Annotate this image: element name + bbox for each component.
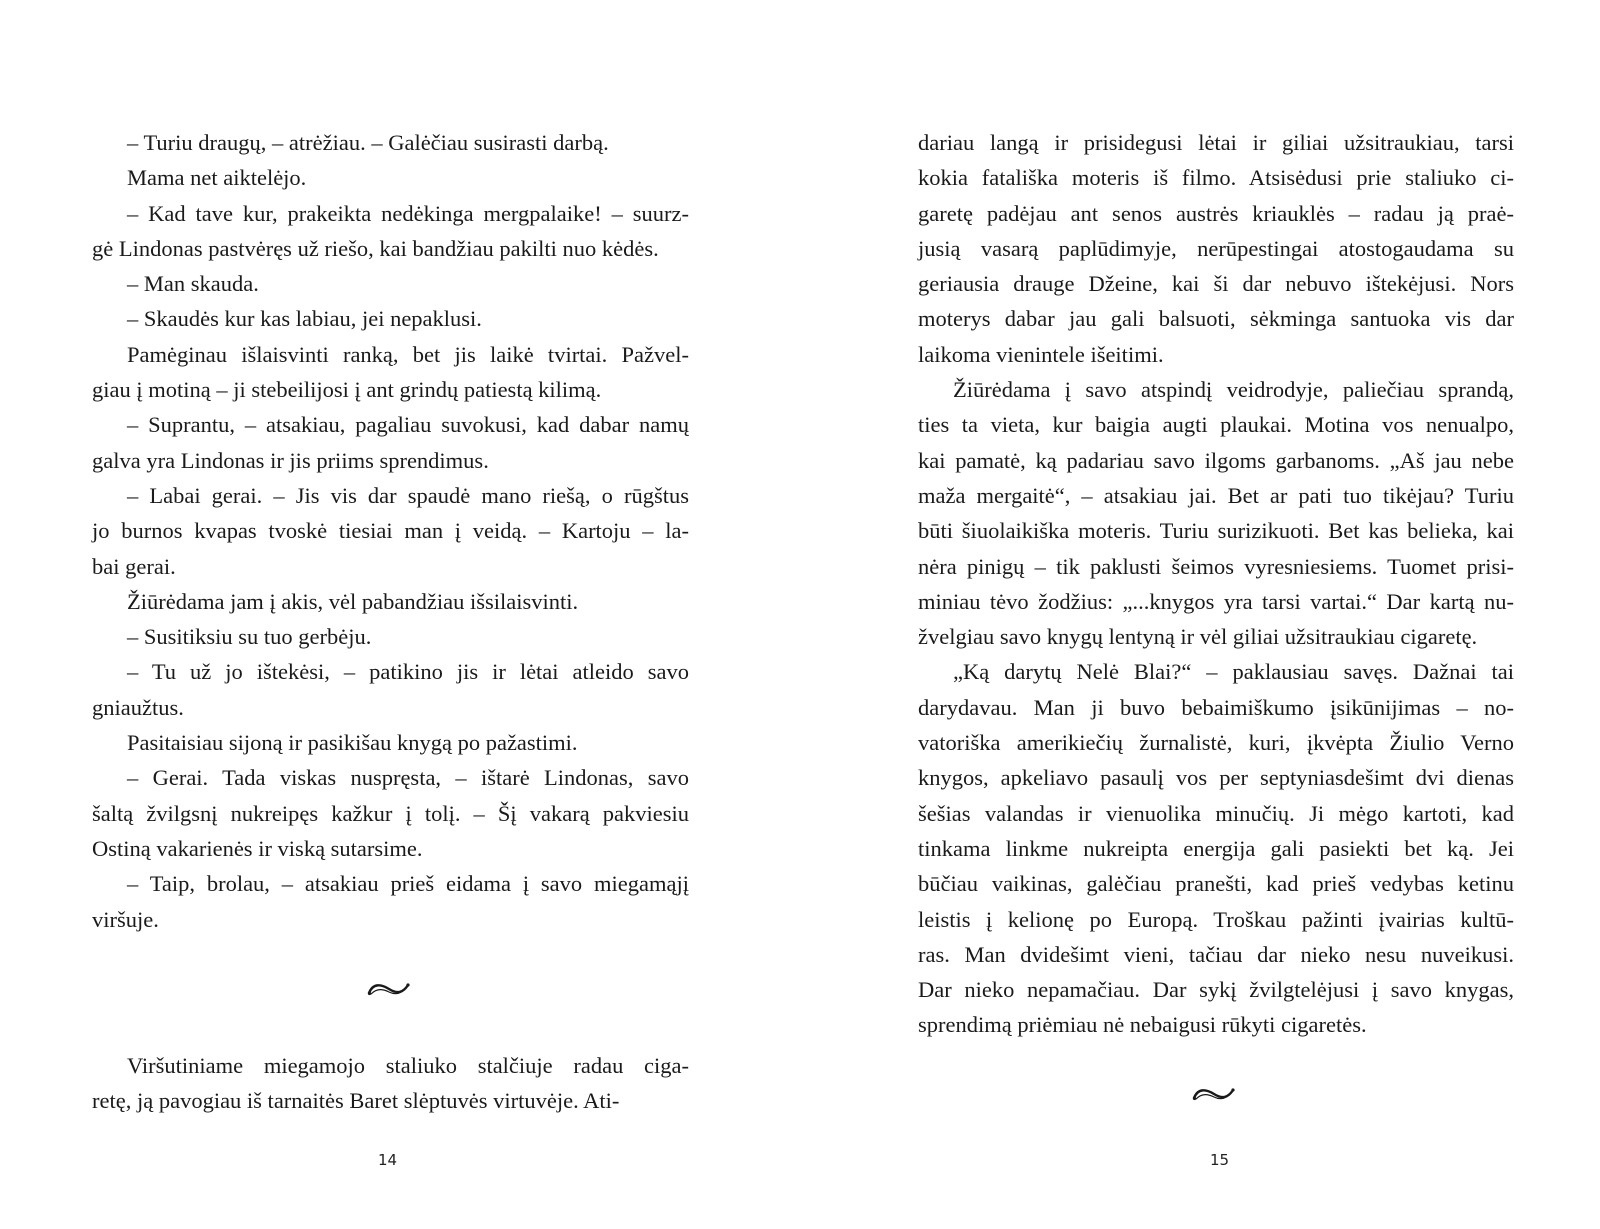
text-line: – Suprantu, – atsakiau, pagaliau suvokusi, kad dabar namų [127,412,689,438]
text-line: ties ta vieta, kur baigia augti plaukai. Motina vos nenualpo, [918,412,1514,438]
text-line: šešias valandas ir vienuolika minučių. Ji mėgo kartoti, kad [918,800,1514,826]
text-line: žvelgiau savo knygų lentyną ir vėl giliai užsitraukiau cigaretę. [918,624,1478,650]
tilde-ornament-icon [1192,1085,1236,1103]
paragraph [92,725,689,760]
text-line: ras. Man dvidešimt vieni, tačiau dar nieko nesu nuveikusi. [918,941,1514,967]
text-line: vatoriška amerikiečių žurnalistė, kuri, įkvėpta Žiulio Verno [918,730,1514,756]
text-line: jusią vasarą paplūdimyje, nerūpestingai atostogaudama su [918,235,1514,261]
right-page-body [918,125,1514,1043]
paragraph [918,372,1514,654]
text-line: maža mergaitė“, – atsakiau jai. Bet ar pati tuo tikėjau? Turiu [918,482,1514,508]
text-line: Žiūrėdama į savo atspindį veidrodyje, paliečiau sprandą, [953,377,1514,403]
text-line: Mama net aiktelėjo. [127,165,307,191]
paragraph [92,760,689,866]
text-line: moterys dabar jau gali balsuoti, sėkminga santuoka vis dar [918,306,1514,332]
text-line: jo burnos kvapas tvoskė tiesiai man į veidą. – Kartoju – la- [92,518,689,544]
paragraph [92,619,689,654]
paragraph [92,266,689,301]
paragraph [92,337,689,408]
text-line: „Ką darytų Nelė Blai?“ – paklausiau savęs. Dažnai tai [953,659,1514,685]
text-line: – Kad tave kur, prakeikta nedėkinga mergpalaike! – suurz- [127,200,689,226]
paragraph [92,301,689,336]
text-line: – Man skauda. [127,271,259,297]
text-line: – Taip, brolau, – atsakiau prieš eidama į savo miegamąjį [127,871,689,897]
page-number: 15 [1210,1151,1230,1169]
text-line: – Susitiksiu su tuo gerbėju. [127,624,372,650]
paragraph [918,125,1514,372]
tilde-ornament-icon [367,980,411,998]
text-line: bai gerai. [92,553,176,579]
text-line: Pasitaisiau sijoną ir pasikišau knygą po pažastimi. [127,730,578,756]
text-line: Pamėginau išlaisvinti ranką, bet jis laikė tvirtai. Pažvel- [127,341,689,367]
paragraph [92,654,689,725]
text-line: leistis į kelionę po Europą. Troškau pažinti įvairias kultū- [918,906,1514,932]
paragraph [92,196,689,267]
text-line: šaltą žvilgsnį nukreipęs kažkur į tolį. – Šį vakarą pakviesiu [92,800,689,826]
text-line: tinkama linkme nukreipta energija gali pasiekti bet ką. Jei [918,835,1514,861]
page-number: 14 [378,1151,398,1169]
text-line: gė Lindonas pastvėręs už riešo, kai bandžiau pakilti nuo kėdės. [92,235,659,261]
text-line: – Turiu draugų, – atrėžiau. – Galėčiau susirasti darbą. [127,130,609,155]
paragraph [918,654,1514,1042]
text-line: dariau langą ir prisidegusi lėtai ir giliai užsitraukiau, tarsi [918,130,1514,155]
paragraph [92,160,689,195]
text-line: gniaužtus. [92,694,184,720]
text-line: Dar nieko nepamačiau. Dar sykį žvilgtelėjusi į savo knygas, [918,977,1514,1003]
text-line: būti šiuolaikiška moteris. Turiu surizikuoti. Bet kas belieka, kai [918,518,1514,544]
text-line: – Tu už jo ištekėsi, – patikino jis ir lėtai atleido savo [127,659,689,685]
text-line: galva yra Lindonas ir jis priims sprendimus. [92,447,489,473]
paragraph [92,1048,689,1119]
text-line: miniau tėvo žodžius: „...knygos yra tarsi vartai.“ Dar kartą nu- [918,588,1514,614]
paragraph [92,407,689,478]
text-line: knygos, apkeliavo pasaulį vos per septyniasdešimt dvi dienas [918,765,1514,791]
paragraph [92,478,689,584]
text-line: – Skaudės kur kas labiau, jei nepaklusi. [127,306,482,332]
text-line: Viršutiniame miegamojo staliuko stalčiuje radau ciga- [127,1053,689,1078]
left-page-body [92,125,689,937]
paragraph [92,125,689,160]
paragraph [92,584,689,619]
text-line: garetę padėjau ant senos austrės kriauklės – radau ją praė- [918,200,1514,226]
text-line: kokia fatališka moteris iš filmo. Atsisėdusi prie staliuko ci- [918,165,1514,191]
text-line: retę, ją pavogiau iš tarnaitės Baret slėptuvės virtuvėje. Ati- [92,1088,620,1114]
text-line: – Labai gerai. – Jis vis dar spaudė mano riešą, o rūgštus [127,482,689,508]
text-line: darydavau. Man ji buvo bebaimiškumo įsikūnijimas – no- [918,694,1514,720]
text-line: būčiau vaikinas, galėčiau pranešti, kad prieš vedybas ketinu [918,871,1514,897]
right-page [800,0,1600,1229]
text-line: – Gerai. Tada viskas nuspręsta, – ištarė Lindonas, savo [127,765,689,791]
text-line: sprendimą priėmiau nė nebaigusi rūkyti cigaretės. [918,1012,1367,1038]
left-page-after-break [92,1048,689,1119]
text-line: geriausia drauge Džeine, kai ši dar nebuvo ištekėjusi. Nors [918,271,1514,297]
text-line: Žiūrėdama jam į akis, vėl pabandžiau išsilaisvinti. [127,588,579,614]
text-line: nėra pinigų – tik paklusti šeimos vyresniesiems. Tuomet prisi- [918,553,1514,579]
text-line: kai pamatė, ką padariau savo ilgoms garbanoms. „Aš jau nebe [918,447,1514,473]
paragraph [92,866,689,937]
text-line: Ostiną vakarienės ir viską sutarsime. [92,835,423,861]
text-line: viršuje. [92,906,159,932]
text-line: giau į motiną – ji stebeilijosi į ant grindų patiestą kilimą. [92,377,602,403]
text-line: laikoma vienintele išeitimi. [918,341,1164,367]
